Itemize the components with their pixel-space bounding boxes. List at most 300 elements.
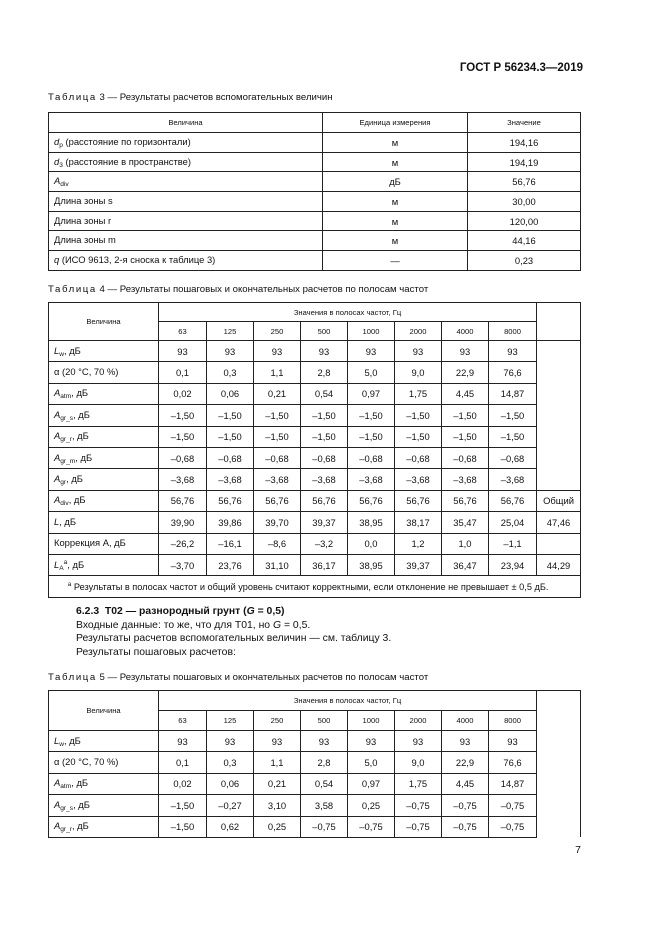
value-cell: –3,70 xyxy=(159,554,207,575)
symbol-subscript: A xyxy=(59,564,64,572)
value-cell: –1,50 xyxy=(301,405,348,426)
table3 xyxy=(48,112,581,271)
symbol-subscript: gr_r xyxy=(60,436,72,444)
value-cell: 2,8 xyxy=(301,752,348,773)
symbol: A xyxy=(54,175,61,187)
value-cell: 0,97 xyxy=(348,773,395,794)
value-cell: 56,76 xyxy=(159,490,207,511)
unit-cell: м xyxy=(323,152,468,172)
symbol-subscript: gr_r xyxy=(60,826,72,834)
value-cell: 56,76 xyxy=(489,490,537,511)
table-row xyxy=(49,469,581,490)
row-label xyxy=(49,405,159,426)
value-cell: 39,90 xyxy=(159,512,207,533)
label-text: , дБ xyxy=(75,451,93,463)
label-text: , дБ xyxy=(73,408,90,420)
footnote-row xyxy=(49,576,581,598)
value-cell: 93 xyxy=(159,341,207,362)
value-cell: –1,50 xyxy=(254,405,301,426)
value-cell: –3,68 xyxy=(442,469,489,490)
label-text: , дБ xyxy=(71,430,89,442)
value-cell: 93 xyxy=(159,731,207,752)
row-label xyxy=(49,752,159,773)
symbol: A xyxy=(54,387,61,399)
label-text: , дБ xyxy=(71,777,89,789)
value-cell: 1,75 xyxy=(395,773,442,794)
value-cell: –1,50 xyxy=(301,426,348,447)
symbol-subscript: atm xyxy=(60,783,72,791)
value-cell: 38,95 xyxy=(348,512,395,533)
value-cell: 93 xyxy=(301,341,348,362)
label-text: Длина зоны r xyxy=(54,214,112,226)
total-cell xyxy=(537,752,581,773)
value-cell: –0,68 xyxy=(348,447,395,468)
row-label xyxy=(49,192,323,212)
value-cell: 39,86 xyxy=(207,512,254,533)
value-cell: 4,45 xyxy=(442,773,489,794)
value-cell: –3,68 xyxy=(159,469,207,490)
value-cell: 0,25 xyxy=(348,795,395,816)
table-row xyxy=(49,152,581,172)
value-cell: 2,8 xyxy=(301,362,348,383)
label-text: Длина зоны m xyxy=(54,234,116,246)
value-cell: 5,0 xyxy=(348,362,395,383)
unit-cell: — xyxy=(323,251,468,271)
value-cell: 38,95 xyxy=(348,554,395,575)
symbol-subscript: w xyxy=(59,740,64,748)
row-label xyxy=(49,426,159,447)
value-cell: 44,16 xyxy=(468,231,581,251)
value-cell: 93 xyxy=(489,731,537,752)
value-cell: –1,50 xyxy=(159,426,207,447)
value-cell: 0,0 xyxy=(348,533,395,554)
value-cell: 30,00 xyxy=(468,192,581,212)
symbol: A xyxy=(54,451,61,463)
value-cell: 0,1 xyxy=(159,752,207,773)
symbol-subscript: p xyxy=(59,141,63,149)
value-cell: 0,3 xyxy=(207,362,254,383)
value-cell: 5,0 xyxy=(348,752,395,773)
value-cell: 1,1 xyxy=(254,752,301,773)
value-cell: 0,02 xyxy=(159,773,207,794)
table-row xyxy=(49,447,581,468)
total-cell xyxy=(537,447,581,468)
row-label xyxy=(49,362,159,383)
value-cell: 22,9 xyxy=(442,362,489,383)
symbol: L xyxy=(54,558,60,570)
value-cell: –0,27 xyxy=(207,795,254,816)
total-cell xyxy=(537,426,581,447)
value-cell: 9,0 xyxy=(395,752,442,773)
value-cell: –3,68 xyxy=(348,469,395,490)
unit-cell: м xyxy=(323,192,468,212)
value-cell: 14,87 xyxy=(489,773,537,794)
symbol: A xyxy=(54,777,61,789)
value-cell: –3,2 xyxy=(301,533,348,554)
value-cell: –0,75 xyxy=(489,795,537,816)
value-cell: 39,37 xyxy=(301,512,348,533)
value-cell: 93 xyxy=(207,341,254,362)
label-text: , дБ xyxy=(71,820,89,832)
value-cell: 31,10 xyxy=(254,554,301,575)
table3-header-value: Значение xyxy=(468,113,581,133)
symbol-subscript: gr_s xyxy=(60,414,74,422)
table3-caption: Таблица 3 — Результаты расчетов вспомогательных величин xyxy=(48,92,333,103)
value-cell: 93 xyxy=(348,341,395,362)
value-cell: 93 xyxy=(348,731,395,752)
value-cell: 76,6 xyxy=(489,752,537,773)
document-header: ГОСТ Р 56234.3—2019 xyxy=(459,62,583,74)
table-row xyxy=(49,554,581,575)
value-cell: –1,50 xyxy=(207,405,254,426)
value-cell: 0,54 xyxy=(301,773,348,794)
row-label xyxy=(49,512,159,533)
value-cell: 0,97 xyxy=(348,383,395,404)
table-row xyxy=(49,251,581,271)
table5-caption: Таблица 5 — Результаты пошаговых и окончательных расчетов по полосам частот xyxy=(48,672,429,683)
row-label xyxy=(49,795,159,816)
section-line-aux-results: Результаты расчетов вспомогательных величин — см. таблицу 3. xyxy=(76,633,392,645)
row-label xyxy=(49,251,323,271)
table-row xyxy=(49,383,581,404)
table-row xyxy=(49,405,581,426)
total-cell xyxy=(537,362,581,383)
value-cell: 93 xyxy=(254,731,301,752)
value-cell: 93 xyxy=(395,731,442,752)
value-cell: 23,94 xyxy=(489,554,537,575)
value-cell: 38,17 xyxy=(395,512,442,533)
frequency-header: 63 xyxy=(159,711,207,731)
row-label xyxy=(49,816,159,837)
value-cell: –0,75 xyxy=(395,816,442,837)
total-cell xyxy=(537,405,581,426)
table-row xyxy=(49,341,581,362)
label-text: , дБ xyxy=(68,494,86,506)
row-label xyxy=(49,490,159,511)
row-label xyxy=(49,133,323,153)
value-cell: –0,68 xyxy=(207,447,254,468)
total-cell xyxy=(537,816,581,837)
value-cell: –0,68 xyxy=(489,447,537,468)
value-cell: 0,1 xyxy=(159,362,207,383)
value-cell: 0,3 xyxy=(207,752,254,773)
symbol: q xyxy=(54,253,60,265)
label-text: (расстояние в пространстве) xyxy=(62,155,192,167)
table-row xyxy=(49,172,581,192)
value-cell: 120,00 xyxy=(468,211,581,231)
value-cell: 4,45 xyxy=(442,383,489,404)
symbol: A xyxy=(54,798,61,810)
symbol: L xyxy=(54,734,60,746)
value-cell: –1,50 xyxy=(207,426,254,447)
value-cell: 56,76 xyxy=(301,490,348,511)
value-cell: –1,50 xyxy=(395,426,442,447)
value-cell: 23,76 xyxy=(207,554,254,575)
value-cell: 36,47 xyxy=(442,554,489,575)
value-cell: 36,17 xyxy=(301,554,348,575)
value-cell: –0,75 xyxy=(348,816,395,837)
value-cell: 93 xyxy=(207,731,254,752)
table4-header-extra xyxy=(537,303,581,341)
table-row xyxy=(49,490,581,511)
frequency-header: 8000 xyxy=(489,322,537,341)
label-text: , дБ xyxy=(73,798,90,810)
value-cell: 0,02 xyxy=(159,383,207,404)
unit-cell: м xyxy=(323,211,468,231)
value-cell: –1,50 xyxy=(442,405,489,426)
row-label xyxy=(49,152,323,172)
table5 xyxy=(48,690,581,838)
symbol-subscript: w xyxy=(59,350,64,358)
value-cell: 93 xyxy=(442,341,489,362)
table-row xyxy=(49,133,581,153)
value-cell: 56,76 xyxy=(395,490,442,511)
total-cell xyxy=(537,383,581,404)
label-text: , дБ xyxy=(63,344,81,356)
unit-cell: дБ xyxy=(323,172,468,192)
section-line-input: Входные данные: то же, что для Т01, но G = 0,5. xyxy=(76,619,311,631)
footnote-mark: a xyxy=(63,558,68,566)
value-cell: 56,76 xyxy=(442,490,489,511)
frequency-header: 1000 xyxy=(348,711,395,731)
value-cell: –16,1 xyxy=(207,533,254,554)
label-text: Коррекция А, дБ xyxy=(54,537,126,549)
table-row xyxy=(49,533,581,554)
total-cell xyxy=(537,773,581,794)
value-cell: –3,68 xyxy=(489,469,537,490)
symbol-subscript: gr_s xyxy=(60,804,74,812)
value-cell: –0,75 xyxy=(301,816,348,837)
value-cell: –0,68 xyxy=(301,447,348,468)
symbol: d xyxy=(54,155,60,167)
symbol: A xyxy=(54,408,61,420)
symbol-subscript: 3 xyxy=(59,161,63,169)
table3-header-unit: Единица измерения xyxy=(323,113,468,133)
value-cell: –1,50 xyxy=(348,405,395,426)
symbol-subscript: gr_m xyxy=(60,457,76,465)
frequency-header: 4000 xyxy=(442,711,489,731)
frequency-header: 1000 xyxy=(348,322,395,341)
row-label xyxy=(49,231,323,251)
label-text: , дБ xyxy=(63,734,81,746)
value-cell: 56,76 xyxy=(468,172,581,192)
symbol: A xyxy=(54,820,61,832)
value-cell: –3,68 xyxy=(207,469,254,490)
table4-header-quantity: Величина xyxy=(49,303,159,341)
value-cell: 0,62 xyxy=(207,816,254,837)
frequency-header: 250 xyxy=(254,711,301,731)
value-cell: –0,75 xyxy=(442,816,489,837)
value-cell: –0,75 xyxy=(395,795,442,816)
unit-cell: м xyxy=(323,231,468,251)
value-cell: 1,1 xyxy=(254,362,301,383)
row-label xyxy=(49,383,159,404)
value-cell: 56,76 xyxy=(207,490,254,511)
frequency-header: 63 xyxy=(159,322,207,341)
value-cell: 0,25 xyxy=(254,816,301,837)
value-cell: –26,2 xyxy=(159,533,207,554)
value-cell: 0,06 xyxy=(207,383,254,404)
value-cell: 9,0 xyxy=(395,362,442,383)
table-row xyxy=(49,192,581,212)
frequency-header: 4000 xyxy=(442,322,489,341)
symbol-subscript: gr xyxy=(60,479,67,487)
table-row xyxy=(49,362,581,383)
symbol-subscript: div xyxy=(60,500,69,508)
value-cell: 1,75 xyxy=(395,383,442,404)
row-label xyxy=(49,447,159,468)
label-text: , дБ xyxy=(71,387,89,399)
symbol: d xyxy=(54,135,60,147)
value-cell: –1,50 xyxy=(489,426,537,447)
footnote-mark: a xyxy=(67,581,72,589)
frequency-header: 8000 xyxy=(489,711,537,731)
value-cell: –0,68 xyxy=(395,447,442,468)
table3-header-quantity: Величина xyxy=(49,113,323,133)
section-line-step-results: Результаты пошаговых расчетов: xyxy=(76,646,236,658)
label-text: α (20 °С, 70 %) xyxy=(54,756,119,768)
value-cell: 0,21 xyxy=(254,773,301,794)
footnote-text: Результаты в полосах частот и общий уровень считают корректными, если отклонение не превышает ± 0,5 дБ. xyxy=(71,582,549,593)
value-cell: 93 xyxy=(442,731,489,752)
table-row xyxy=(49,752,581,773)
section-heading: 6.2.3 Т02 — разнородный грунт (G = 0,5) xyxy=(76,606,285,617)
label-text: (ИСО 9613, 2-я сноска к таблице 3) xyxy=(59,253,216,265)
value-cell: 93 xyxy=(254,341,301,362)
value-cell: 194,19 xyxy=(468,152,581,172)
symbol: A xyxy=(54,473,61,485)
value-cell: –1,50 xyxy=(159,795,207,816)
value-cell: –0,68 xyxy=(159,447,207,468)
label-text: , дБ xyxy=(67,558,85,570)
table-row xyxy=(49,426,581,447)
section-6-2-3 xyxy=(76,605,391,659)
value-cell: –8,6 xyxy=(254,533,301,554)
symbol: A xyxy=(54,430,61,442)
row-label xyxy=(49,172,323,192)
symbol: L xyxy=(54,344,60,356)
table5-header-frequency-group: Значения в полосах частот, Гц xyxy=(159,691,537,711)
label-text: (расстояние по горизонтали) xyxy=(62,135,191,147)
label-text: , дБ xyxy=(59,515,77,527)
symbol-subscript: atm xyxy=(60,393,72,401)
value-cell: –1,50 xyxy=(442,426,489,447)
value-cell: –1,1 xyxy=(489,533,537,554)
symbol-subscript: div xyxy=(60,181,69,189)
value-cell: –1,50 xyxy=(348,426,395,447)
value-cell: 93 xyxy=(395,341,442,362)
table-row xyxy=(49,795,581,816)
value-cell: 1,0 xyxy=(442,533,489,554)
total-cell: Общий xyxy=(537,490,581,511)
value-cell: –3,68 xyxy=(395,469,442,490)
total-cell: 44,29 xyxy=(537,554,581,575)
row-label xyxy=(49,773,159,794)
value-cell: 0,54 xyxy=(301,383,348,404)
total-cell xyxy=(537,795,581,816)
value-cell: 3,10 xyxy=(254,795,301,816)
value-cell: –0,75 xyxy=(489,816,537,837)
frequency-header: 500 xyxy=(301,322,348,341)
value-cell: 56,76 xyxy=(348,490,395,511)
frequency-header: 125 xyxy=(207,711,254,731)
value-cell: 76,6 xyxy=(489,362,537,383)
value-cell: 3,58 xyxy=(301,795,348,816)
symbol: L xyxy=(54,515,60,527)
value-cell: –1,50 xyxy=(395,405,442,426)
label-text: , дБ xyxy=(66,473,83,485)
frequency-header: 2000 xyxy=(395,711,442,731)
value-cell: 93 xyxy=(301,731,348,752)
total-cell xyxy=(537,731,581,752)
symbol: A xyxy=(54,494,61,506)
value-cell: –1,50 xyxy=(254,426,301,447)
frequency-header: 500 xyxy=(301,711,348,731)
row-label xyxy=(49,554,159,575)
table5-header-extra xyxy=(537,691,581,731)
table-row xyxy=(49,231,581,251)
table5-header-quantity: Величина xyxy=(49,691,159,731)
value-cell: –0,68 xyxy=(254,447,301,468)
value-cell: 39,70 xyxy=(254,512,301,533)
value-cell: –1,50 xyxy=(159,816,207,837)
frequency-header: 2000 xyxy=(395,322,442,341)
value-cell: –3,68 xyxy=(254,469,301,490)
value-cell: 56,76 xyxy=(254,490,301,511)
table-row xyxy=(49,816,581,837)
value-cell: –1,50 xyxy=(159,405,207,426)
value-cell: 1,2 xyxy=(395,533,442,554)
value-cell: 93 xyxy=(489,341,537,362)
value-cell: 0,06 xyxy=(207,773,254,794)
table4 xyxy=(48,302,581,598)
total-cell xyxy=(537,469,581,490)
table4-caption: Таблица 4 — Результаты пошаговых и окончательных расчетов по полосам частот xyxy=(48,284,429,295)
table-row xyxy=(49,512,581,533)
frequency-header: 250 xyxy=(254,322,301,341)
value-cell: –1,50 xyxy=(489,405,537,426)
row-label xyxy=(49,469,159,490)
table4-header-frequency-group: Значения в полосах частот, Гц xyxy=(159,303,537,322)
value-cell: 25,04 xyxy=(489,512,537,533)
value-cell: 35,47 xyxy=(442,512,489,533)
table-row xyxy=(49,773,581,794)
label-text: α (20 °С, 70 %) xyxy=(54,366,119,378)
value-cell: –0,68 xyxy=(442,447,489,468)
value-cell: 0,23 xyxy=(468,251,581,271)
row-label xyxy=(49,211,323,231)
total-cell xyxy=(537,341,581,362)
total-cell: 47,46 xyxy=(537,512,581,533)
value-cell: 39,37 xyxy=(395,554,442,575)
frequency-header: 125 xyxy=(207,322,254,341)
value-cell: –3,68 xyxy=(301,469,348,490)
row-label xyxy=(49,533,159,554)
table-row xyxy=(49,211,581,231)
unit-cell: м xyxy=(323,133,468,153)
table-row xyxy=(49,731,581,752)
value-cell: 22,9 xyxy=(442,752,489,773)
label-text: Длина зоны s xyxy=(54,194,113,206)
value-cell: 194,16 xyxy=(468,133,581,153)
table4-footnote xyxy=(49,576,581,598)
row-label xyxy=(49,731,159,752)
row-label xyxy=(49,341,159,362)
page-number: 7 xyxy=(575,844,581,856)
value-cell: 0,21 xyxy=(254,383,301,404)
value-cell: 14,87 xyxy=(489,383,537,404)
value-cell: –0,75 xyxy=(442,795,489,816)
